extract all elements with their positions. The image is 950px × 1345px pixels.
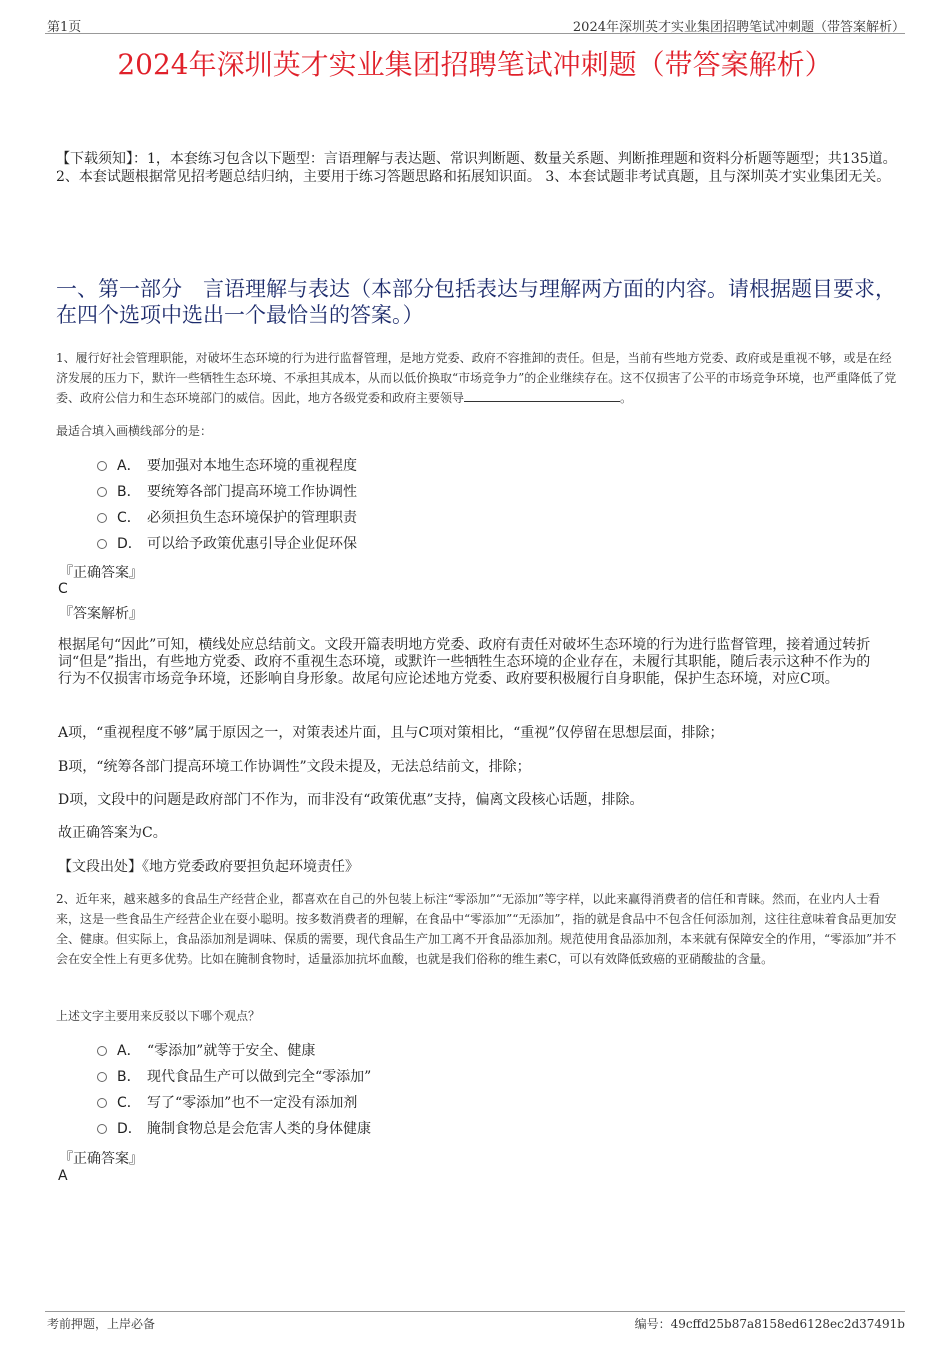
radio-icon[interactable] [97,539,107,549]
analysis-paragraph: B项，“统筹各部门提高环境工作协调性”文段未提及，无法总结前文，排除； [58,759,531,775]
correct-answer-label: 『正确答案』 [59,1151,143,1167]
analysis-paragraph: D项，文段中的问题是政府部门不作为，而非没有“政策优惠”支持，偏离文段核心话题，排除。 [58,792,644,808]
option-text: 腌制食物总是会危害人类的身体健康 [147,1121,371,1137]
q2-option-c[interactable] [97,1093,357,1113]
radio-icon[interactable] [97,461,107,471]
q2-option-a[interactable] [97,1041,315,1061]
option-text: “零添加”就等于安全、健康 [147,1043,316,1059]
analysis-paragraph: 根据尾句“因此”可知，横线处应总结前文。文段开篇表明地方党委、政府有责任对破坏生态环境的行为进行监督管理，接着通过转折词“但是”指出，有些地方党委、政府不重视生态环境，或默许一些牺牲生态环境的企业存在，未履行其职能，随后表示这种不作为的行为不仅损害市场竞争环境，还影响自身形象。故尾句应论述地方党委、政府要积极履行自身职能，保护生态环境，对应C项。 [58,637,871,687]
option-letter: A． [117,1043,141,1059]
question-2-text: 2、近年来，越来越多的食品生产经营企业，都喜欢在自己的外包装上标注“零添加”“无添加”等字样，以此来赢得消费者的信任和青睐。然而，在业内人士看来，这是一些食品生产经营企业在耍小聪明。按多数消费者的理解，在食品中“零添加”“无添加”，指的就是食品中不包含任何添加剂，这往往意味着食品更加安全、健康。但实际上，食品添加剂是调味、保质的需要，现代食品生产加工离不开食品添加剂。规范使用食品添加剂，本来就有保障安全的作用，“零添加”并不会在安全性上有更多优势。比如在腌制食物时，适量添加抗坏血酸，也就是我们俗称的维生素C，可以有效降低致癌的亚硝酸盐的含量。 [56,892,897,966]
question-2-prompt: 上述文字主要用来反驳以下哪个观点？ [56,1009,261,1023]
correct-answer-label: 『正确答案』 [59,565,143,581]
option-letter: B． [117,1069,141,1085]
section-heading: 一、第一部分 言语理解与表达（本部分包括表达与理解两方面的内容。请根据题目要求，在四个选项中选出一个最恰当的答案。） [56,277,896,327]
q1-option-a[interactable] [97,456,357,476]
footer-doc-id: 编号：49cffd25b87a8158ed6128ec2d37491b [634,1317,905,1331]
analysis-paragraph: A项，“重视程度不够”属于原因之一，对策表述片面，且与C项对策相比，“重视”仅停留在思想层面，排除； [58,725,724,741]
option-text: 要统筹各部门提高环境工作协调性 [147,484,357,500]
q1-option-c[interactable] [97,508,357,528]
radio-icon[interactable] [97,1124,107,1134]
q2-option-b[interactable] [97,1067,371,1087]
option-text: 现代食品生产可以做到完全“零添加” [147,1069,372,1085]
radio-icon[interactable] [97,487,107,497]
q2-option-d[interactable] [97,1119,371,1139]
fill-blank-line [464,389,620,402]
q1-option-d[interactable] [97,534,357,554]
header-doc-title: 2024年深圳英才实业集团招聘笔试冲刺题（带答案解析） [572,20,905,35]
correct-answer-value: A [58,1168,68,1184]
option-text: 写了“零添加”也不一定没有添加剂 [147,1095,358,1111]
radio-icon[interactable] [97,1072,107,1082]
page-number: 第1页 [47,20,82,35]
option-letter: D． [117,1121,142,1137]
option-letter: D． [117,536,142,552]
option-text: 可以给予政策优惠引导企业促环保 [147,536,357,552]
correct-answer-value: C [58,581,68,597]
passage-source: 【文段出处】《地方党委政府要担负起环境责任》 [58,859,359,875]
analysis-paragraph: 故正确答案为C。 [58,825,167,841]
radio-icon[interactable] [97,1046,107,1056]
q1-option-b[interactable] [97,482,357,502]
page-title: 2024年深圳英才实业集团招聘笔试冲刺题（带答案解析） [117,48,833,81]
option-letter: B． [117,484,141,500]
option-letter: C． [117,1095,141,1111]
option-letter: A． [117,458,141,474]
footer-slogan: 考前押题，上岸必备 [47,1317,156,1331]
question-1-prompt: 最适合填入画横线部分的是： [56,424,213,438]
radio-icon[interactable] [97,513,107,523]
option-text: 必须担负生态环境保护的管理职责 [147,510,357,526]
option-text: 要加强对本地生态环境的重视程度 [147,458,357,474]
footer-divider [45,1311,905,1312]
header-divider [45,33,905,34]
option-letter: C． [117,510,141,526]
question-1-end: 。 [620,391,633,405]
download-notice: 【下载须知】：1，本套练习包含以下题型：言语理解与表达题、常识判断题、数量关系题、判断推理题和资料分析题等题型；共135道。 2、本套试题根据常见招考题总结归纳，主要用于练习答题思路和拓展知识面。 3、本套试题非考试真题，且与深圳英才实业集团无关。 [56,151,897,185]
question-1-body: 1、履行好社会管理职能，对破坏生态环境的行为进行监督管理，是地方党委、政府不容推卸的责任。但是，当前有些地方党委、政府或是重视不够，或是在经济发展的压力下，默许一些牺牲生态环境、不承担其成本，从而以低价换取“市场竞争力”的企业继续存在。这不仅损害了公平的市场竞争环境，也严重降低了党委、政府公信力和生态环境部门的威信。因此，地方各级党委和政府主要领导 [56,351,897,405]
question-1-text [56,348,902,408]
analysis-label: 『答案解析』 [59,606,143,622]
radio-icon[interactable] [97,1098,107,1108]
